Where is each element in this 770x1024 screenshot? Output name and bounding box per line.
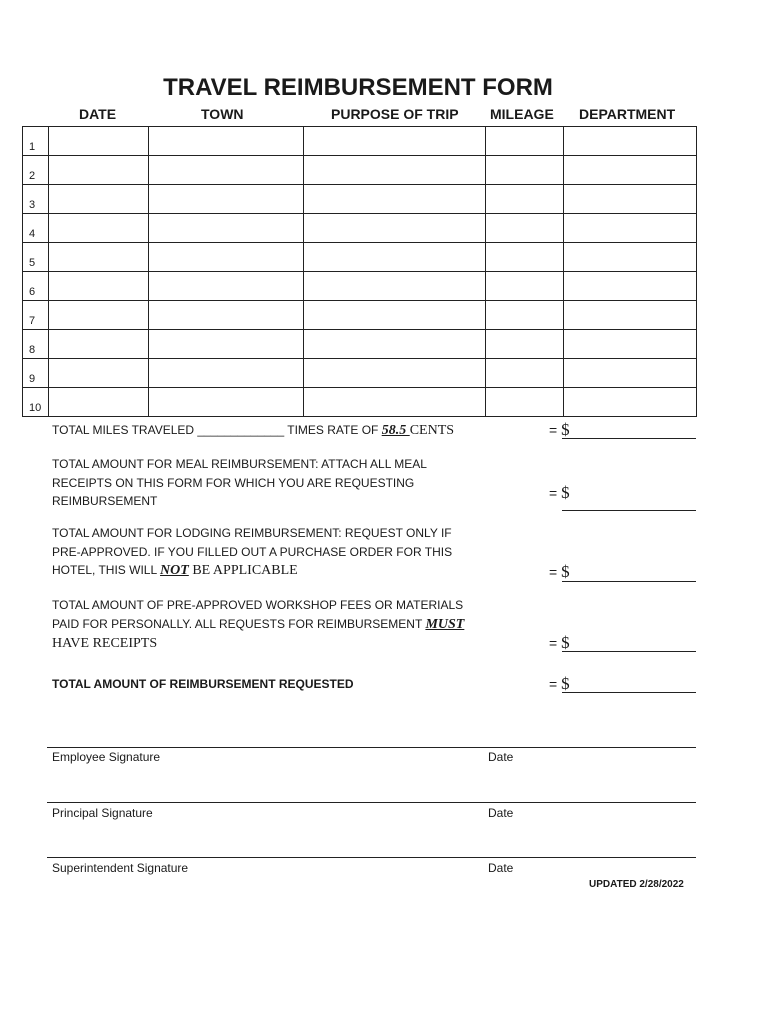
miles-currency-sign: $ bbox=[561, 420, 570, 439]
department-cell[interactable] bbox=[564, 127, 697, 156]
miles-equals bbox=[549, 420, 570, 440]
date-cell[interactable] bbox=[49, 359, 149, 388]
workshop-amount-field[interactable] bbox=[562, 651, 696, 652]
miles-traveled-text bbox=[52, 421, 482, 441]
superintendent-date-label: Date bbox=[488, 861, 514, 875]
town-cell[interactable] bbox=[149, 243, 304, 272]
trip-row bbox=[23, 214, 697, 243]
purpose-cell[interactable] bbox=[304, 359, 486, 388]
mileage-cell[interactable] bbox=[486, 185, 564, 214]
mileage-cell[interactable] bbox=[486, 272, 564, 301]
row-number: 4 bbox=[23, 214, 49, 243]
department-cell[interactable] bbox=[564, 301, 697, 330]
column-header-town: TOWN bbox=[201, 106, 244, 122]
workshop-equals bbox=[549, 633, 570, 653]
principal-signature-line[interactable] bbox=[47, 802, 696, 803]
department-cell[interactable] bbox=[564, 185, 697, 214]
purpose-cell[interactable] bbox=[304, 330, 486, 359]
lodging-equals-sign: = bbox=[549, 564, 562, 580]
mileage-rate: 58.5 bbox=[381, 423, 410, 438]
superintendent-signature-label: Superintendent Signature bbox=[52, 861, 189, 875]
mileage-cell[interactable] bbox=[486, 127, 564, 156]
column-header-date: DATE bbox=[79, 106, 117, 122]
town-cell[interactable] bbox=[149, 156, 304, 185]
purpose-cell[interactable] bbox=[304, 243, 486, 272]
superintendent-signature-line[interactable] bbox=[47, 857, 696, 858]
date-cell[interactable] bbox=[49, 388, 149, 417]
department-cell[interactable] bbox=[564, 214, 697, 243]
lodging-amount-field[interactable] bbox=[562, 581, 696, 582]
town-cell[interactable] bbox=[149, 272, 304, 301]
employee-signature-line[interactable] bbox=[47, 747, 696, 748]
trip-row bbox=[23, 388, 697, 417]
workshop-currency-sign: $ bbox=[561, 633, 570, 652]
lodging-emphasis: NOT bbox=[160, 563, 189, 578]
purpose-cell[interactable] bbox=[304, 185, 486, 214]
meal-amount-field[interactable] bbox=[562, 510, 696, 511]
meal-reimbursement-text: TOTAL AMOUNT FOR MEAL REIMBURSEMENT: ATTACH ALL MEAL RECEIPTS ON THIS FORM FOR WHICH YOU ARE REQUESTING REIMBURSEMENT bbox=[52, 457, 427, 508]
department-cell[interactable] bbox=[564, 330, 697, 359]
workshop-fees-text bbox=[52, 596, 482, 654]
meal-currency-sign: $ bbox=[561, 483, 570, 502]
column-header-mileage: MILEAGE bbox=[490, 106, 554, 122]
purpose-cell[interactable] bbox=[304, 127, 486, 156]
row-number: 7 bbox=[23, 301, 49, 330]
row-number: 2 bbox=[23, 156, 49, 185]
purpose-cell[interactable] bbox=[304, 272, 486, 301]
updated-date: UPDATED 2/28/2022 bbox=[589, 879, 684, 890]
trip-row bbox=[23, 301, 697, 330]
total-equals-sign: = bbox=[549, 676, 562, 692]
row-number: 10 bbox=[23, 388, 49, 417]
miles-amount-field[interactable] bbox=[562, 438, 696, 439]
mileage-cell[interactable] bbox=[486, 330, 564, 359]
department-cell[interactable] bbox=[564, 388, 697, 417]
town-cell[interactable] bbox=[149, 185, 304, 214]
mileage-cell[interactable] bbox=[486, 243, 564, 272]
mileage-cell[interactable] bbox=[486, 214, 564, 243]
lodging-text-part-2: BE APPLICABLE bbox=[188, 563, 298, 578]
row-number: 1 bbox=[23, 127, 49, 156]
purpose-cell[interactable] bbox=[304, 156, 486, 185]
purpose-cell[interactable] bbox=[304, 388, 486, 417]
trip-row bbox=[23, 156, 697, 185]
purpose-cell[interactable] bbox=[304, 214, 486, 243]
meal-equals-sign: = bbox=[549, 485, 562, 501]
column-header-purpose: PURPOSE OF TRIP bbox=[331, 106, 459, 122]
lodging-currency-sign: $ bbox=[561, 562, 570, 581]
department-cell[interactable] bbox=[564, 272, 697, 301]
miles-traveled-label: TOTAL MILES TRAVELED _____________ TIMES RATE OF bbox=[52, 423, 382, 437]
trip-row bbox=[23, 243, 697, 272]
trip-row bbox=[23, 127, 697, 156]
workshop-text-part-2: HAVE RECEIPTS bbox=[52, 636, 158, 651]
purpose-cell[interactable] bbox=[304, 301, 486, 330]
total-amount-field[interactable] bbox=[562, 692, 696, 693]
date-cell[interactable] bbox=[49, 156, 149, 185]
principal-signature-label: Principal Signature bbox=[52, 806, 153, 820]
mileage-cell[interactable] bbox=[486, 388, 564, 417]
row-number: 8 bbox=[23, 330, 49, 359]
row-number: 3 bbox=[23, 185, 49, 214]
town-cell[interactable] bbox=[149, 359, 304, 388]
trip-row bbox=[23, 330, 697, 359]
date-cell[interactable] bbox=[49, 185, 149, 214]
date-cell[interactable] bbox=[49, 127, 149, 156]
department-cell[interactable] bbox=[564, 359, 697, 388]
workshop-emphasis: MUST bbox=[425, 616, 465, 632]
town-cell[interactable] bbox=[149, 301, 304, 330]
trip-row bbox=[23, 185, 697, 214]
town-cell[interactable] bbox=[149, 388, 304, 417]
lodging-equals bbox=[549, 562, 570, 582]
workshop-text-part-1: TOTAL AMOUNT OF PRE-APPROVED WORKSHOP FEES OR MATERIALS PAID FOR PERSONALLY. ALL REQUESTS FOR REIMBURSEMENT bbox=[52, 598, 464, 631]
town-cell[interactable] bbox=[149, 127, 304, 156]
town-cell[interactable] bbox=[149, 214, 304, 243]
total-reimbursement-text: TOTAL AMOUNT OF REIMBURSEMENT REQUESTED bbox=[52, 677, 354, 691]
meal-equals bbox=[549, 483, 570, 503]
lodging-reimbursement-text bbox=[52, 524, 482, 581]
total-equals bbox=[549, 674, 570, 694]
date-cell[interactable] bbox=[49, 330, 149, 359]
trip-row bbox=[23, 359, 697, 388]
date-cell[interactable] bbox=[49, 272, 149, 301]
column-header-department: DEPARTMENT bbox=[579, 106, 676, 122]
date-cell[interactable] bbox=[49, 301, 149, 330]
lodging-text-part-1: TOTAL AMOUNT FOR LODGING REIMBURSEMENT: REQUEST ONLY IF PRE-APPROVED. IF YOU FILLED OUT A PURCHASE ORDER FOR THIS HOTEL, THIS WILL bbox=[52, 526, 453, 577]
principal-date-label: Date bbox=[488, 806, 514, 820]
department-cell[interactable] bbox=[564, 243, 697, 272]
employee-date-label: Date bbox=[488, 750, 514, 764]
workshop-equals-sign: = bbox=[549, 635, 562, 651]
town-cell[interactable] bbox=[149, 330, 304, 359]
date-cell[interactable] bbox=[49, 243, 149, 272]
mileage-cell[interactable] bbox=[486, 359, 564, 388]
form-title: TRAVEL REIMBURSEMENT FORM bbox=[163, 74, 553, 101]
department-cell[interactable] bbox=[564, 156, 697, 185]
row-number: 9 bbox=[23, 359, 49, 388]
employee-signature-label: Employee Signature bbox=[52, 750, 161, 764]
trip-row bbox=[23, 272, 697, 301]
mileage-cell[interactable] bbox=[486, 301, 564, 330]
row-number: 6 bbox=[23, 272, 49, 301]
trip-log-table bbox=[22, 126, 697, 417]
total-currency-sign: $ bbox=[561, 674, 570, 693]
rate-unit: CENTS bbox=[409, 423, 455, 438]
row-number: 5 bbox=[23, 243, 49, 272]
miles-equals-sign: = bbox=[549, 422, 562, 438]
mileage-cell[interactable] bbox=[486, 156, 564, 185]
date-cell[interactable] bbox=[49, 214, 149, 243]
